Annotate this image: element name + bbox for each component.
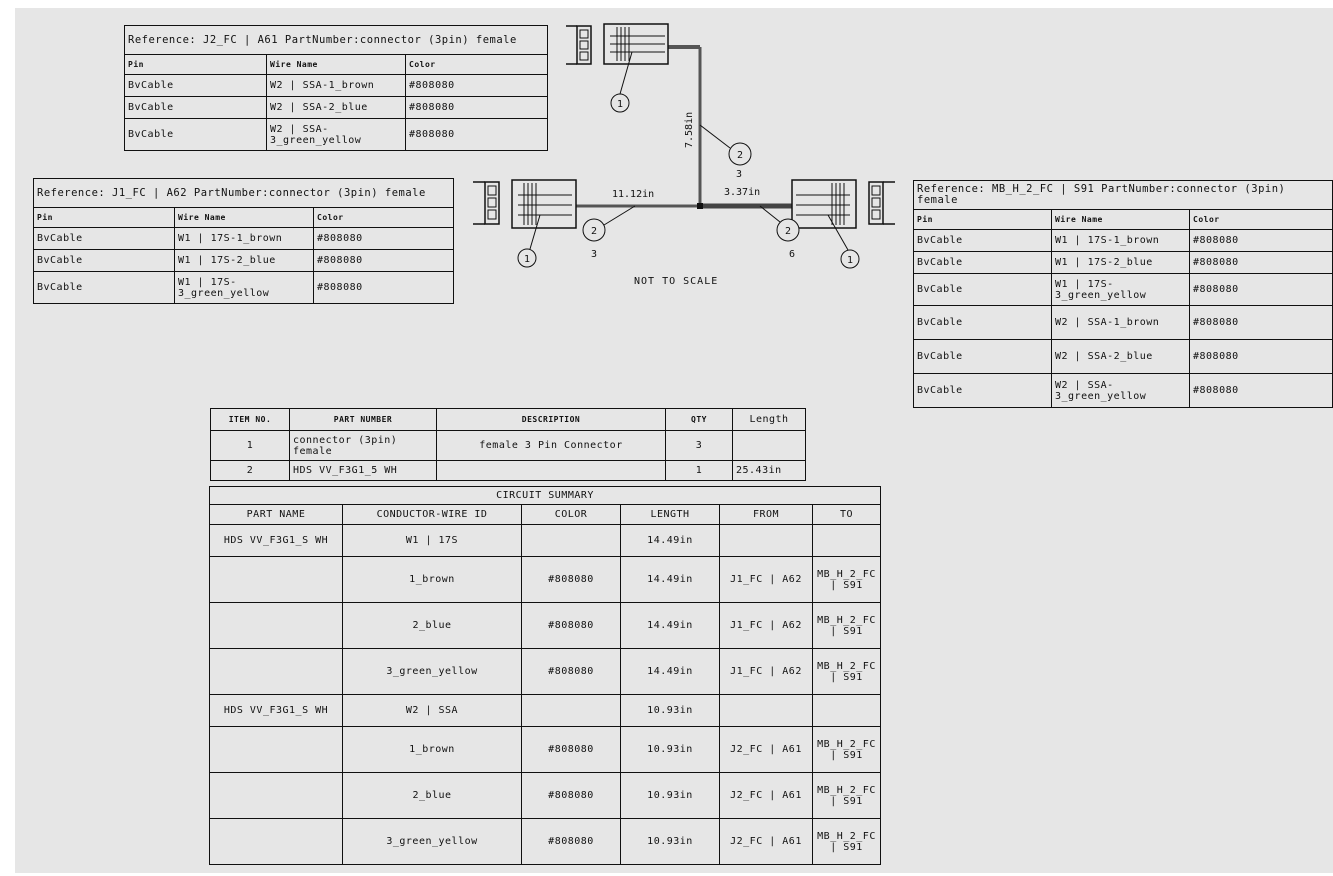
circuit-summary-title: CIRCUIT SUMMARY bbox=[210, 487, 881, 505]
connector-j2 bbox=[566, 24, 668, 112]
bom-header-description: DESCRIPTION bbox=[437, 409, 666, 431]
table-row: 3_green_yellow #808080 10.93in J2_FC | A61 MB_H_2_FC | S91 bbox=[210, 819, 881, 865]
connector-mb-h-2-body bbox=[792, 180, 856, 228]
table-row: 2_blue #808080 10.93in J2_FC | A61 MB_H_2_FC | S91 bbox=[210, 773, 881, 819]
bom-header-length: Length bbox=[733, 409, 806, 431]
table-row: BvCable W1 | 17S-2_blue #808080 bbox=[914, 252, 1333, 274]
table-row: BvCable W1 | 17S-3_green_yellow #808080 bbox=[34, 272, 454, 304]
circuit-header-part-name: PART NAME bbox=[210, 505, 343, 525]
circuit-header-from: FROM bbox=[720, 505, 813, 525]
connector-j1-mate bbox=[485, 182, 499, 224]
circuit-header-length: LENGTH bbox=[621, 505, 720, 525]
circuit-header-to: TO bbox=[813, 505, 881, 525]
table-row: 3_green_yellow #808080 14.49in J1_FC | A62 MB_H_2_FC | S91 bbox=[210, 649, 881, 695]
table-row: BvCable W2 | SSA-2_blue #808080 bbox=[125, 97, 548, 119]
table-row: 2_blue #808080 14.49in J1_FC | A62 MB_H_2_FC | S91 bbox=[210, 603, 881, 649]
table-row: 1 connector (3pin) female female 3 Pin Connector 3 bbox=[211, 431, 806, 461]
connector-table-mb-h-2 bbox=[913, 180, 1333, 408]
table-row: 2 HDS VV_F3G1_5 WH 1 25.43in bbox=[211, 461, 806, 481]
connector-j1-body bbox=[512, 180, 576, 228]
col-header-wire-name: Wire Name bbox=[175, 208, 314, 228]
table-row: BvCable W2 | SSA-1_brown #808080 bbox=[914, 306, 1333, 340]
length-left: 11.12in bbox=[612, 189, 655, 200]
label-3-right: 3 bbox=[736, 169, 743, 180]
bom-header-qty: QTY bbox=[666, 409, 733, 431]
col-header-color: Color bbox=[406, 55, 548, 75]
length-vertical: 7.58in bbox=[684, 111, 695, 148]
col-header-wire-name: Wire Name bbox=[1052, 210, 1190, 230]
table-row: HDS VV_F3G1_S WH W1 | 17S 14.49in bbox=[210, 525, 881, 557]
connector-table-j2-reference: Reference: J2_FC | A61 PartNumber:connector (3pin) female bbox=[125, 26, 548, 55]
connector-mb-h-2-mate bbox=[869, 182, 883, 224]
junction-node bbox=[697, 203, 703, 209]
connector-table-j2 bbox=[124, 25, 548, 151]
table-row: HDS VV_F3G1_S WH W2 | SSA 10.93in bbox=[210, 695, 881, 727]
table-row: BvCable W1 | 17S-1_brown #808080 bbox=[34, 228, 454, 250]
table-row: BvCable W2 | SSA-3_green_yellow #808080 bbox=[914, 374, 1333, 408]
connector-j2-mate bbox=[577, 26, 591, 64]
connector-table-mb-h-2-reference: Reference: MB_H_2_FC | S91 PartNumber:connector (3pin) female bbox=[914, 181, 1333, 210]
balloon-cable-right-label: 2 bbox=[784, 226, 792, 237]
col-header-color: Color bbox=[1190, 210, 1333, 230]
table-row: 1_brown #808080 14.49in J1_FC | A62 MB_H_2_FC | S91 bbox=[210, 557, 881, 603]
table-row: BvCable W2 | SSA-3_green_yellow #808080 bbox=[125, 119, 548, 151]
label-6: 6 bbox=[789, 249, 796, 260]
bom-header-item-no: ITEM NO. bbox=[211, 409, 290, 431]
table-row: BvCable W2 | SSA-2_blue #808080 bbox=[914, 340, 1333, 374]
connector-table-j1-reference: Reference: J1_FC | A62 PartNumber:connector (3pin) female bbox=[34, 179, 454, 208]
table-row: 1_brown #808080 10.93in J2_FC | A61 MB_H_2_FC | S91 bbox=[210, 727, 881, 773]
circuit-summary-table bbox=[209, 486, 881, 865]
bom-table bbox=[210, 408, 806, 481]
col-header-wire-name: Wire Name bbox=[267, 55, 406, 75]
table-row: BvCable W1 | 17S-2_blue #808080 bbox=[34, 250, 454, 272]
table-row: BvCable W2 | SSA-1_brown #808080 bbox=[125, 75, 548, 97]
connector-mb-h-2 bbox=[792, 180, 895, 268]
connector-j1 bbox=[473, 180, 576, 267]
not-to-scale-note: NOT TO SCALE bbox=[634, 276, 719, 287]
table-row: BvCable W1 | 17S-3_green_yellow #808080 bbox=[914, 274, 1333, 306]
bom-header-part-number: PART NUMBER bbox=[290, 409, 437, 431]
balloon-j2-label: 1 bbox=[616, 99, 624, 110]
label-3-left: 3 bbox=[591, 249, 598, 260]
balloon-mb-h-2-label: 1 bbox=[846, 255, 854, 266]
col-header-pin: Pin bbox=[34, 208, 175, 228]
balloon-cable-left-label: 2 bbox=[590, 226, 598, 237]
connector-table-j1 bbox=[33, 178, 454, 304]
balloon-cable-vertical-label: 2 bbox=[736, 150, 744, 161]
circuit-header-conductor-wire-id: CONDUCTOR-WIRE ID bbox=[343, 505, 522, 525]
balloon-j1-label: 1 bbox=[523, 254, 531, 265]
col-header-pin: Pin bbox=[914, 210, 1052, 230]
length-right: 3.37in bbox=[724, 187, 761, 198]
col-header-color: Color bbox=[314, 208, 454, 228]
col-header-pin: Pin bbox=[125, 55, 267, 75]
table-row: BvCable W1 | 17S-1_brown #808080 bbox=[914, 230, 1333, 252]
circuit-header-color: COLOR bbox=[522, 505, 621, 525]
